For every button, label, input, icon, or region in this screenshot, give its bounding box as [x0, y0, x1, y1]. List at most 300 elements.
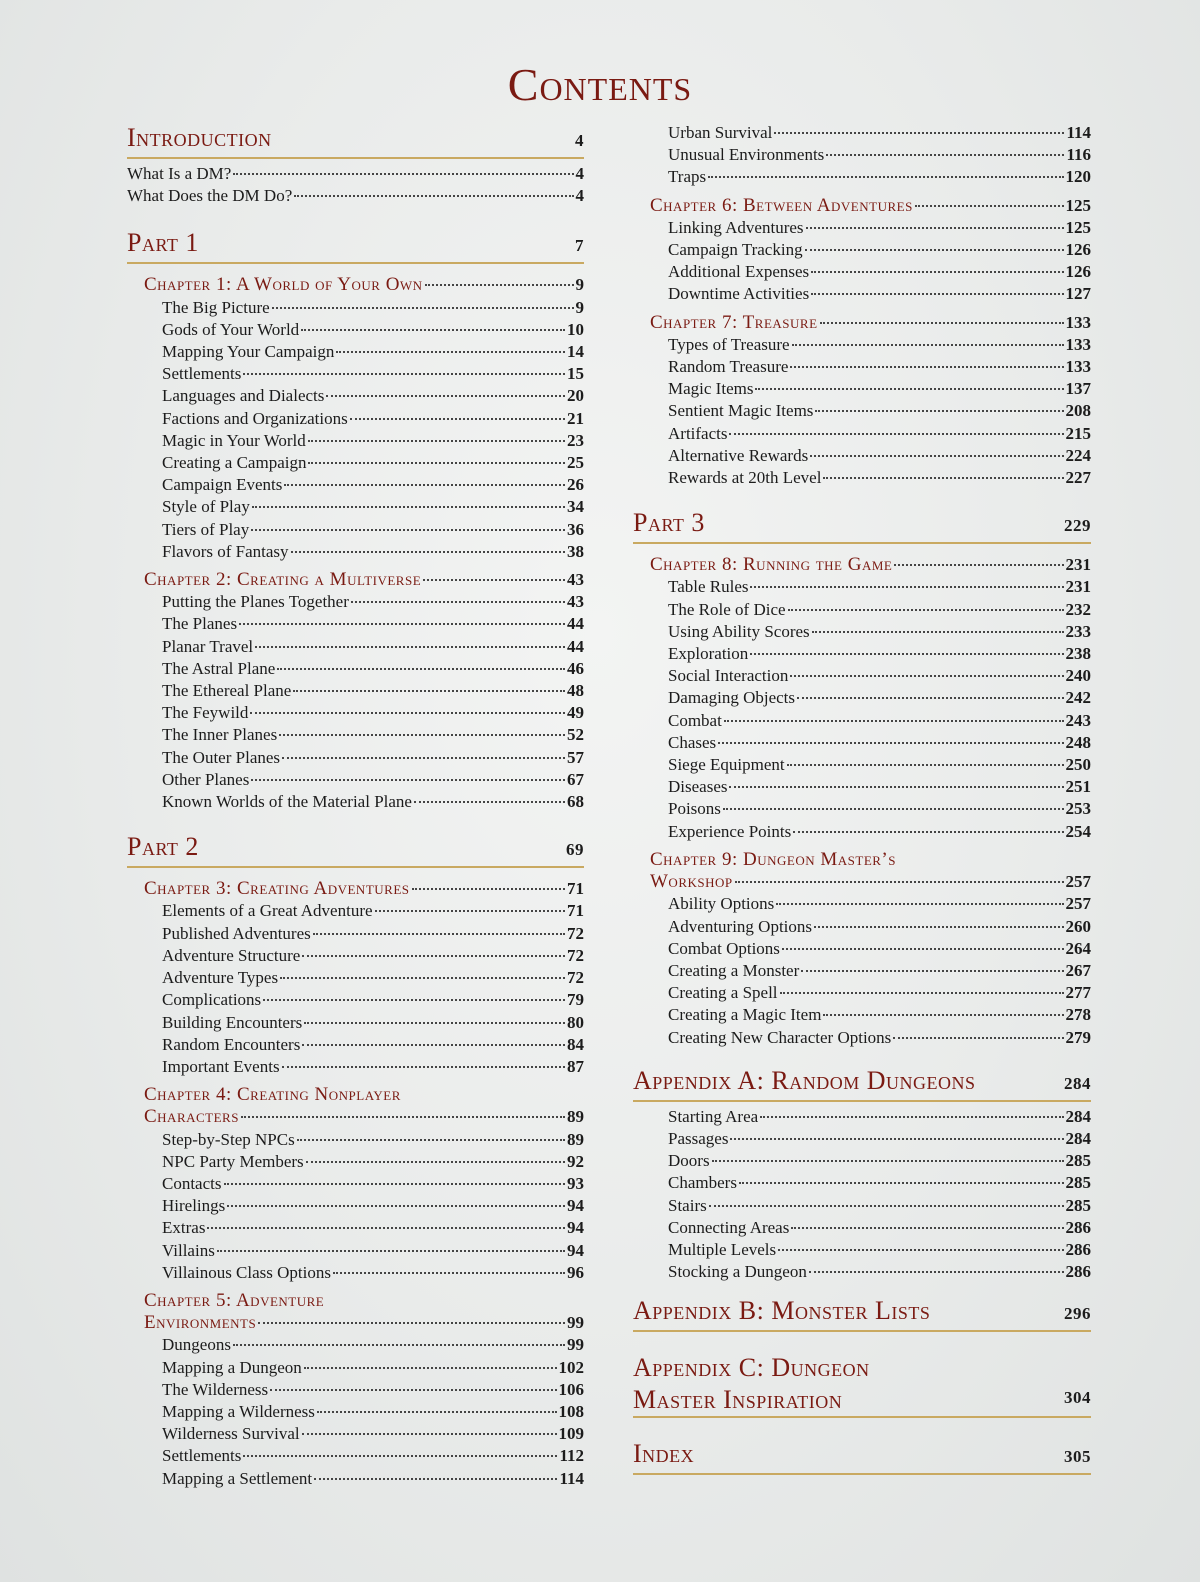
page-number: 46 [567, 658, 584, 678]
toc-entry-label: Chases [668, 732, 717, 752]
dot-leader [308, 440, 565, 442]
dot-leader [252, 506, 565, 508]
toc-entry-label: Adventuring Options [668, 916, 813, 936]
page-number: 125 [1065, 217, 1091, 237]
toc-entry[interactable] [127, 613, 584, 635]
dot-leader [313, 933, 565, 935]
dot-leader [239, 623, 565, 625]
toc-entry-label: Unusual Environments [668, 145, 825, 165]
dot-leader [724, 720, 1064, 722]
dot-leader [304, 1022, 565, 1024]
toc-entry[interactable] [633, 916, 1091, 938]
toc-entry[interactable] [127, 702, 584, 724]
toc-entry[interactable] [633, 239, 1091, 261]
page-number: 109 [558, 1424, 584, 1444]
chapter-heading-label: Chapter 9: Dungeon Master’s [650, 848, 896, 870]
page-title: Contents [507, 59, 693, 110]
page-number: 229 [1064, 516, 1091, 536]
toc-entry-label: Diseases [668, 777, 728, 797]
toc-entry-label: NPC Party Members [162, 1151, 304, 1171]
part-heading-label: Appendix A: Random Dungeons [633, 1065, 976, 1095]
toc-entry[interactable] [633, 467, 1091, 489]
chapter-heading-label: Chapter 5: Adventure [144, 1289, 325, 1311]
toc-entry[interactable] [633, 1239, 1091, 1261]
toc-entry[interactable] [633, 982, 1091, 1004]
toc-entry[interactable] [633, 821, 1091, 843]
part-heading[interactable] [633, 507, 1091, 544]
page-number: 126 [1065, 240, 1091, 260]
page-number: 10 [567, 319, 584, 339]
toc-entry-label: Passages [668, 1128, 729, 1148]
page-number: 133 [1065, 312, 1091, 332]
toc-entry[interactable] [127, 989, 584, 1011]
page-number: 72 [567, 945, 584, 965]
page-number: 87 [567, 1056, 584, 1076]
toc-entry[interactable] [127, 724, 584, 746]
page-number: 72 [567, 968, 584, 988]
toc-entry[interactable] [127, 945, 584, 967]
page-number: 243 [1065, 710, 1091, 730]
part-heading-label: Part 3 [633, 508, 705, 538]
dot-leader [776, 903, 1063, 905]
toc-entry[interactable] [633, 1027, 1091, 1049]
toc-entry[interactable] [633, 356, 1091, 378]
toc-entry-label: Elements of a Great Adventure [162, 901, 373, 921]
dot-leader [217, 1250, 565, 1252]
toc-entry-label: Doors [668, 1151, 710, 1171]
toc-entry[interactable] [633, 776, 1091, 798]
toc-entry-label: Complications [162, 990, 262, 1010]
dot-leader [780, 992, 1064, 994]
page-number: 43 [567, 570, 584, 590]
page-number: 9 [575, 275, 584, 295]
toc-entry[interactable] [127, 452, 584, 474]
dot-leader [306, 1161, 565, 1163]
toc-entry-label: The Ethereal Plane [162, 681, 292, 701]
part-heading[interactable] [633, 1352, 1091, 1418]
dot-leader [255, 646, 565, 648]
toc-entry[interactable] [127, 1129, 584, 1151]
toc-entry[interactable] [633, 1172, 1091, 1194]
toc-entry[interactable] [633, 1004, 1091, 1026]
toc-entry[interactable] [633, 938, 1091, 960]
page-number: 68 [567, 792, 584, 812]
dot-leader [755, 388, 1063, 390]
toc-entry[interactable] [633, 334, 1091, 356]
toc-entry[interactable] [127, 967, 584, 989]
toc-entry-label: Exploration [668, 644, 749, 664]
chapter-heading[interactable] [127, 1290, 584, 1334]
page-number: 25 [567, 453, 584, 473]
toc-entry[interactable] [633, 1128, 1091, 1150]
toc-entry[interactable] [127, 1334, 584, 1356]
part-heading[interactable] [633, 1438, 1091, 1475]
page-number: 34 [567, 497, 584, 517]
toc-entry[interactable] [127, 341, 584, 363]
dot-leader [227, 1205, 565, 1207]
page-number: 52 [567, 725, 584, 745]
dot-leader [272, 307, 574, 309]
page-number: 284 [1065, 1128, 1091, 1148]
toc-entry[interactable] [127, 319, 584, 341]
toc-entry[interactable] [127, 519, 584, 541]
dot-leader [712, 1160, 1064, 1162]
page-number: 224 [1065, 445, 1091, 465]
dot-leader [243, 373, 565, 375]
page-number: 231 [1065, 577, 1091, 597]
toc-entry-label: Contacts [162, 1173, 222, 1193]
toc-entry-label: Table Rules [668, 577, 749, 597]
dot-leader [425, 284, 574, 286]
part-heading-label: Master Inspiration [633, 1385, 843, 1415]
toc-entry[interactable] [127, 1012, 584, 1034]
toc-entry[interactable] [127, 1401, 584, 1423]
toc-entry[interactable] [127, 408, 584, 430]
page-number: 137 [1065, 379, 1091, 399]
dot-leader [241, 1116, 565, 1118]
chapter-heading[interactable] [127, 1084, 584, 1128]
page-number: 20 [567, 386, 584, 406]
toc-entry[interactable] [127, 769, 584, 791]
toc-entry[interactable] [633, 283, 1091, 305]
page-number: 208 [1065, 401, 1091, 421]
page-number: 102 [558, 1357, 584, 1377]
toc-entry[interactable] [633, 1106, 1091, 1128]
dot-leader [894, 564, 1063, 566]
toc-entry-label: Artifacts [668, 423, 728, 443]
toc-entry-label: Combat [668, 710, 722, 730]
dot-leader [893, 1037, 1063, 1039]
toc-entry[interactable] [633, 798, 1091, 820]
page-number: 242 [1065, 688, 1091, 708]
dot-leader [790, 366, 1063, 368]
page-number: 240 [1065, 666, 1091, 686]
toc-entry-label: Magic in Your World [162, 430, 306, 450]
toc-entry[interactable] [633, 621, 1091, 643]
page-number: 92 [567, 1151, 584, 1171]
dot-leader [317, 1411, 557, 1413]
page-number: 71 [567, 879, 584, 899]
toc-entry[interactable] [127, 1423, 584, 1445]
toc-entry[interactable] [633, 1150, 1091, 1172]
page-number: 120 [1065, 167, 1091, 187]
page-number: 94 [567, 1240, 584, 1260]
toc-entry[interactable] [127, 1240, 584, 1262]
page-number: 43 [567, 592, 584, 612]
page-number: 127 [1065, 284, 1091, 304]
toc-entry[interactable] [127, 163, 584, 185]
toc-entry-label: The Planes [162, 614, 238, 634]
toc-entry[interactable] [633, 445, 1091, 467]
page-number: 15 [567, 364, 584, 384]
toc-entry-label: Connecting Areas [668, 1217, 790, 1237]
toc-entry[interactable] [127, 923, 584, 945]
part-heading-label: Appendix C: Dungeon [633, 1353, 870, 1383]
chapter-heading[interactable] [633, 849, 1091, 893]
toc-entry[interactable] [127, 791, 584, 813]
toc-entry[interactable] [127, 385, 584, 407]
toc-entry[interactable] [633, 1217, 1091, 1239]
dot-leader [277, 668, 565, 670]
dot-leader [423, 579, 565, 581]
toc-entry[interactable] [633, 1261, 1091, 1283]
toc-entry-label: Campaign Tracking [668, 240, 803, 260]
toc-entry[interactable] [127, 1034, 584, 1056]
page-number: 304 [1064, 1388, 1091, 1408]
toc-entry-label: The Wilderness [162, 1379, 269, 1399]
dot-leader [778, 1249, 1063, 1251]
toc-entry-label: Traps [668, 167, 707, 187]
page-number: 264 [1065, 938, 1091, 958]
toc-entry[interactable] [633, 893, 1091, 915]
toc-entry[interactable] [127, 297, 584, 319]
chapter-heading-label: Chapter 1: A World of Your Own [144, 274, 423, 296]
chapter-heading[interactable] [633, 195, 1091, 217]
dot-leader [302, 1433, 557, 1435]
toc-entry-label: Damaging Objects [668, 688, 795, 708]
dot-leader [782, 948, 1064, 950]
dot-leader [258, 1322, 565, 1324]
dot-leader [709, 1205, 1064, 1207]
toc-entry-label: Linking Adventures [668, 217, 804, 237]
toc-right-column [633, 122, 1091, 1479]
toc-entry[interactable] [633, 261, 1091, 283]
toc-entry[interactable] [127, 658, 584, 680]
part-heading[interactable] [633, 1065, 1091, 1102]
dot-leader [806, 227, 1064, 229]
dot-leader [314, 1478, 557, 1480]
dot-leader [302, 955, 565, 957]
dot-leader [735, 881, 1064, 883]
dot-leader [291, 551, 565, 553]
page-number: 67 [567, 769, 584, 789]
toc-entry[interactable] [127, 185, 584, 207]
toc-entry[interactable] [127, 474, 584, 496]
toc-entry-label: Mapping a Wilderness [162, 1401, 315, 1421]
toc-entry[interactable] [633, 576, 1091, 598]
toc-entry-label: The Inner Planes [162, 725, 278, 745]
dot-leader [336, 351, 565, 353]
toc-entry-label: The Outer Planes [162, 747, 281, 767]
toc-entry[interactable] [633, 665, 1091, 687]
toc-entry-label: What Is a DM? [127, 164, 232, 183]
toc-entry[interactable] [127, 363, 584, 385]
part-heading[interactable] [127, 122, 584, 159]
toc-entry[interactable] [127, 591, 584, 613]
toc-entry[interactable] [633, 378, 1091, 400]
toc-entry[interactable] [127, 900, 584, 922]
dot-leader [708, 176, 1063, 178]
toc-entry[interactable] [127, 496, 584, 518]
part-heading-label: Part 1 [127, 228, 199, 258]
toc-entry[interactable] [127, 1357, 584, 1379]
page-number: 89 [567, 1107, 584, 1127]
dot-leader [282, 1066, 565, 1068]
toc-entry-label: Alternative Rewards [668, 445, 809, 465]
part-heading-label: Introduction [127, 123, 272, 152]
page-number: 296 [1064, 1304, 1091, 1324]
dot-leader [270, 1389, 556, 1391]
toc-entry-label: Creating a Monster [668, 960, 800, 980]
toc-entry[interactable] [633, 122, 1091, 144]
toc-entry-label: The Role of Dice [668, 599, 786, 619]
toc-entry[interactable] [633, 1195, 1091, 1217]
toc-entry-label: Chambers [668, 1173, 737, 1193]
toc-entry[interactable] [633, 754, 1091, 776]
part-heading-label: Part 2 [127, 832, 199, 862]
page-number: 267 [1065, 960, 1091, 980]
page-number: 36 [567, 519, 584, 539]
chapter-heading-label: Chapter 8: Running the Game [650, 554, 893, 576]
toc-entry[interactable] [633, 710, 1091, 732]
chapter-heading-label: Environments [144, 1312, 257, 1334]
part-heading[interactable] [633, 1295, 1091, 1332]
dot-leader [801, 970, 1063, 972]
toc-entry[interactable] [633, 144, 1091, 166]
dot-leader [760, 1116, 1063, 1118]
page-number: 38 [567, 541, 584, 561]
toc-entry-label: Random Treasure [668, 357, 789, 377]
toc-entry[interactable] [127, 1173, 584, 1195]
toc-entry[interactable] [127, 1379, 584, 1401]
toc-entry[interactable] [127, 1445, 584, 1467]
page-number: 284 [1064, 1073, 1091, 1093]
dot-leader [811, 293, 1063, 295]
page-number: 94 [567, 1218, 584, 1238]
toc-entry[interactable] [127, 1468, 584, 1490]
page-number: 227 [1065, 468, 1091, 488]
dot-leader [815, 410, 1063, 412]
toc-entry-label: Dungeons [162, 1335, 231, 1355]
toc-entry[interactable] [633, 960, 1091, 982]
toc-entry[interactable] [127, 1262, 584, 1284]
toc-entry[interactable] [633, 400, 1091, 422]
toc-entry[interactable] [633, 732, 1091, 754]
page-number: 4 [575, 131, 584, 150]
page-number: 14 [567, 342, 584, 362]
dot-leader [233, 173, 573, 175]
chapter-heading[interactable] [633, 312, 1091, 334]
dot-leader [739, 1182, 1064, 1184]
page-number: 23 [567, 430, 584, 450]
chapter-heading-label: Characters [144, 1106, 239, 1128]
toc-entry-label: What Does the DM Do? [127, 186, 293, 206]
toc-entry-label: Creating New Character Options [668, 1027, 892, 1047]
toc-entry-label: Stocking a Dungeon [668, 1262, 807, 1282]
toc-entry[interactable] [633, 599, 1091, 621]
toc-entry[interactable] [633, 217, 1091, 239]
dot-leader [774, 132, 1064, 134]
toc-entry[interactable] [127, 1195, 584, 1217]
page-number: 257 [1065, 872, 1091, 892]
toc-entry-label: Types of Treasure [668, 334, 790, 354]
toc-entry-label: Urban Survival [668, 123, 773, 142]
toc-entry[interactable] [633, 166, 1091, 188]
toc-entry-label: Adventure Types [162, 968, 279, 988]
toc-entry[interactable] [633, 423, 1091, 445]
page-number: 99 [567, 1313, 584, 1333]
toc-entry[interactable] [127, 747, 584, 769]
page-number: 279 [1065, 1027, 1091, 1047]
dot-leader [729, 786, 1063, 788]
toc-entry-label: Experience Points [668, 821, 792, 841]
page-number: 125 [1065, 195, 1091, 215]
dot-leader [224, 1183, 566, 1185]
page-number: 80 [567, 1012, 584, 1032]
dot-leader [282, 757, 565, 759]
chapter-heading-label: Chapter 7: Treasure [650, 311, 818, 333]
page-number: 253 [1065, 799, 1091, 819]
dot-leader [820, 322, 1064, 324]
dot-leader [791, 1227, 1063, 1229]
toc-entry-label: Adventure Structure [162, 945, 301, 965]
chapter-heading[interactable] [127, 569, 584, 591]
page-number: 7 [575, 236, 584, 256]
toc-entry-label: Social Interaction [668, 666, 789, 686]
dot-leader [790, 675, 1063, 677]
page-number: 44 [567, 614, 584, 634]
chapter-heading[interactable] [127, 274, 584, 296]
toc-entry-label: Creating a Campaign [162, 453, 307, 473]
chapter-heading[interactable] [633, 554, 1091, 576]
page-number: 57 [567, 747, 584, 767]
part-heading-label: Index [633, 1439, 695, 1469]
dot-leader [812, 631, 1064, 633]
toc-entry-label: Mapping a Settlement [162, 1468, 313, 1488]
toc-entry[interactable] [127, 1151, 584, 1173]
chapter-heading[interactable] [127, 878, 584, 900]
toc-entry[interactable] [127, 541, 584, 563]
dot-leader [809, 1271, 1064, 1273]
toc-entry[interactable] [127, 636, 584, 658]
toc-entry-label: Settlements [162, 1446, 242, 1466]
dot-leader [729, 433, 1063, 435]
toc-entry[interactable] [127, 1217, 584, 1239]
page-number: 231 [1065, 555, 1091, 575]
part-heading[interactable] [127, 831, 584, 868]
page-number: 278 [1065, 1005, 1091, 1025]
toc-entry[interactable] [127, 430, 584, 452]
toc-entry[interactable] [127, 1056, 584, 1078]
toc-entry[interactable] [633, 643, 1091, 665]
toc-entry-label: Ability Options [668, 894, 775, 914]
dot-leader [797, 697, 1064, 699]
page-number: 305 [1064, 1447, 1091, 1467]
dot-leader [823, 477, 1063, 479]
toc-entry-label: The Astral Plane [162, 658, 276, 678]
toc-entry[interactable] [127, 680, 584, 702]
dot-leader [810, 455, 1063, 457]
page-number: 71 [567, 901, 584, 921]
page-number: 285 [1065, 1151, 1091, 1171]
dot-leader [308, 462, 565, 464]
toc-entry-label: Downtime Activities [668, 284, 810, 304]
dot-leader [279, 734, 565, 736]
page-number: 112 [559, 1446, 584, 1466]
dot-leader [284, 484, 565, 486]
toc-entry-label: Starting Area [668, 1106, 759, 1126]
page-number: 72 [567, 923, 584, 943]
page-number: 233 [1065, 621, 1091, 641]
dot-leader [326, 395, 565, 397]
page-number: 238 [1065, 644, 1091, 664]
page-number: 106 [558, 1379, 584, 1399]
toc-entry[interactable] [633, 687, 1091, 709]
part-heading[interactable] [127, 227, 584, 264]
chapter-heading-label: Chapter 6: Between Adventures [650, 194, 913, 216]
toc-entry-label: Mapping Your Campaign [162, 342, 335, 362]
dot-leader [730, 1138, 1063, 1140]
